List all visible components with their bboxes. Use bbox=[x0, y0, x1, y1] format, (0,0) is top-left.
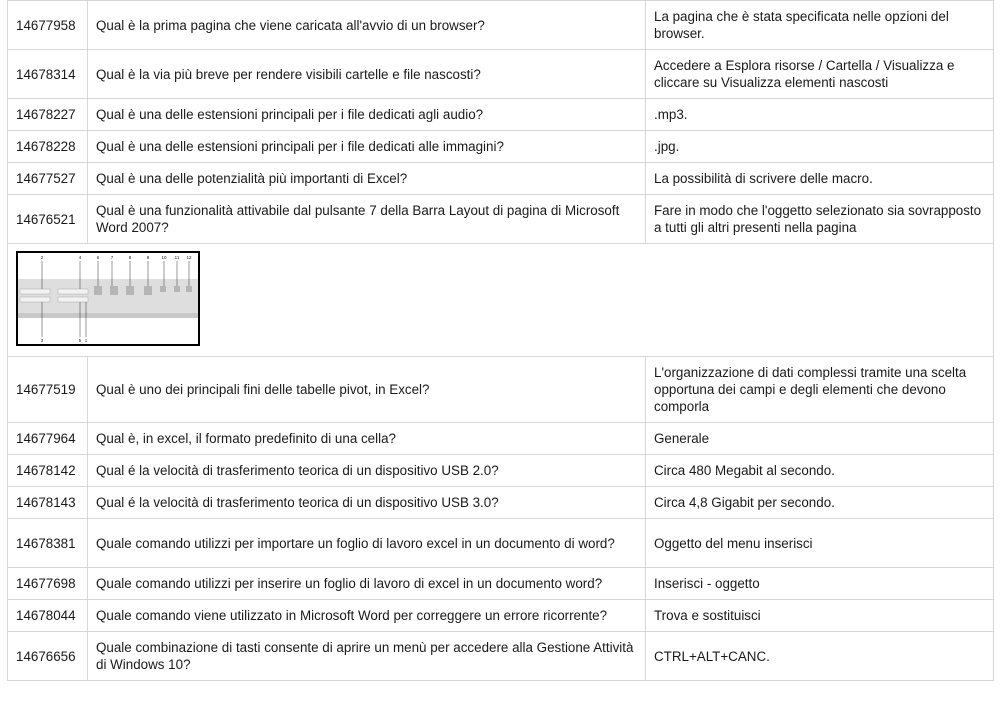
question-text: Qual è, in excel, il formato predefinito di una cella? bbox=[88, 423, 646, 455]
figure-cell bbox=[8, 244, 994, 357]
callout-number-top: 6 bbox=[96, 255, 100, 260]
table-row bbox=[8, 1, 994, 50]
question-id: 14678044 bbox=[8, 600, 88, 632]
figure-row bbox=[8, 244, 994, 357]
callout-number-bottom: 5 bbox=[78, 338, 82, 343]
question-text: Quale combinazione di tasti consente di aprire un menù per accedere alla Gestione Attività di Windows 10? bbox=[88, 632, 646, 681]
answer-text: .jpg. bbox=[646, 131, 994, 163]
answer-text: La pagina che è stata specificata nelle opzioni del browser. bbox=[646, 1, 994, 50]
question-id: 14677527 bbox=[8, 163, 88, 195]
question-id: 14676521 bbox=[8, 195, 88, 244]
answer-text: .mp3. bbox=[646, 99, 994, 131]
answer-text: Accedere a Esplora risorse / Cartella / Visualizza e cliccare su Visualizza elementi nascosti bbox=[646, 50, 994, 99]
question-id: 14678227 bbox=[8, 99, 88, 131]
answer-text: Circa 4,8 Gigabit per secondo. bbox=[646, 487, 994, 519]
answer-text: Generale bbox=[646, 423, 994, 455]
table-row bbox=[8, 632, 994, 681]
callout-number-top: 10 bbox=[161, 255, 167, 260]
table-row bbox=[8, 423, 994, 455]
question-text: Quale comando utilizzi per inserire un foglio di lavoro di excel in un documento word? bbox=[88, 568, 646, 600]
table-row bbox=[8, 99, 994, 131]
table-row bbox=[8, 131, 994, 163]
answer-text: Oggetto del menu inserisci bbox=[646, 519, 994, 568]
question-text: Quale comando utilizzi per importare un foglio di lavoro excel in un documento di word? bbox=[88, 519, 646, 568]
answer-text: Circa 480 Megabit al secondo. bbox=[646, 455, 994, 487]
callout-number-bottom: 3 bbox=[40, 338, 44, 343]
table-row bbox=[8, 163, 994, 195]
word-layout-ribbon-figure bbox=[16, 251, 200, 346]
question-text: Qual è una funzionalità attivabile dal pulsante 7 della Barra Layout di pagina di Microsoft Word 2007? bbox=[88, 195, 646, 244]
answer-text: CTRL+ALT+CANC. bbox=[646, 632, 994, 681]
question-id: 14678228 bbox=[8, 131, 88, 163]
table-row bbox=[8, 357, 994, 423]
answer-text: Inserisci - oggetto bbox=[646, 568, 994, 600]
table-row bbox=[8, 195, 994, 244]
table-row bbox=[8, 50, 994, 99]
callout-number-top: 4 bbox=[78, 255, 82, 260]
callout-number-top: 12 bbox=[186, 255, 192, 260]
question-id: 14677958 bbox=[8, 1, 88, 50]
question-id: 14678143 bbox=[8, 487, 88, 519]
question-text: Qual é la velocità di trasferimento teorica di un dispositivo USB 3.0? bbox=[88, 487, 646, 519]
question-id: 14678142 bbox=[8, 455, 88, 487]
question-text: Quale comando viene utilizzato in Microsoft Word per correggere un errore ricorrente? bbox=[88, 600, 646, 632]
question-id: 14677519 bbox=[8, 357, 88, 423]
question-text: Qual è una delle potenzialità più importanti di Excel? bbox=[88, 163, 646, 195]
questions-table bbox=[7, 0, 994, 681]
callout-number-top: 8 bbox=[128, 255, 132, 260]
callout-number-top: 9 bbox=[146, 255, 150, 260]
callout-number-top: 7 bbox=[110, 255, 114, 260]
table-row bbox=[8, 519, 994, 568]
table-row bbox=[8, 487, 994, 519]
question-text: Qual è una delle estensioni principali per i file dedicati agli audio? bbox=[88, 99, 646, 131]
question-text: Qual è la prima pagina che viene caricata all'avvio di un browser? bbox=[88, 1, 646, 50]
question-id: 14678314 bbox=[8, 50, 88, 99]
question-id: 14678381 bbox=[8, 519, 88, 568]
callout-number-bottom: 1 bbox=[84, 338, 88, 343]
table-row bbox=[8, 455, 994, 487]
question-id: 14677698 bbox=[8, 568, 88, 600]
table-row bbox=[8, 568, 994, 600]
question-text: Qual è la via più breve per rendere visibili cartelle e file nascosti? bbox=[88, 50, 646, 99]
callout-number-top: 11 bbox=[174, 255, 180, 260]
table-row bbox=[8, 600, 994, 632]
question-text: Qual è una delle estensioni principali per i file dedicati alle immagini? bbox=[88, 131, 646, 163]
question-text: Qual é la velocità di trasferimento teorica di un dispositivo USB 2.0? bbox=[88, 455, 646, 487]
answer-text: Fare in modo che l'oggetto selezionato sia sovrapposto a tutti gli altri presenti nella pagina bbox=[646, 195, 994, 244]
callout-number-top: 2 bbox=[40, 255, 44, 260]
answer-text: La possibilità di scrivere delle macro. bbox=[646, 163, 994, 195]
question-id: 14677964 bbox=[8, 423, 88, 455]
question-id: 14676656 bbox=[8, 632, 88, 681]
answer-text: Trova e sostituisci bbox=[646, 600, 994, 632]
answer-text: L'organizzazione di dati complessi tramite una scelta opportuna dei campi e degli elementi che devono comporla bbox=[646, 357, 994, 423]
question-text: Qual è uno dei principali fini delle tabelle pivot, in Excel? bbox=[88, 357, 646, 423]
